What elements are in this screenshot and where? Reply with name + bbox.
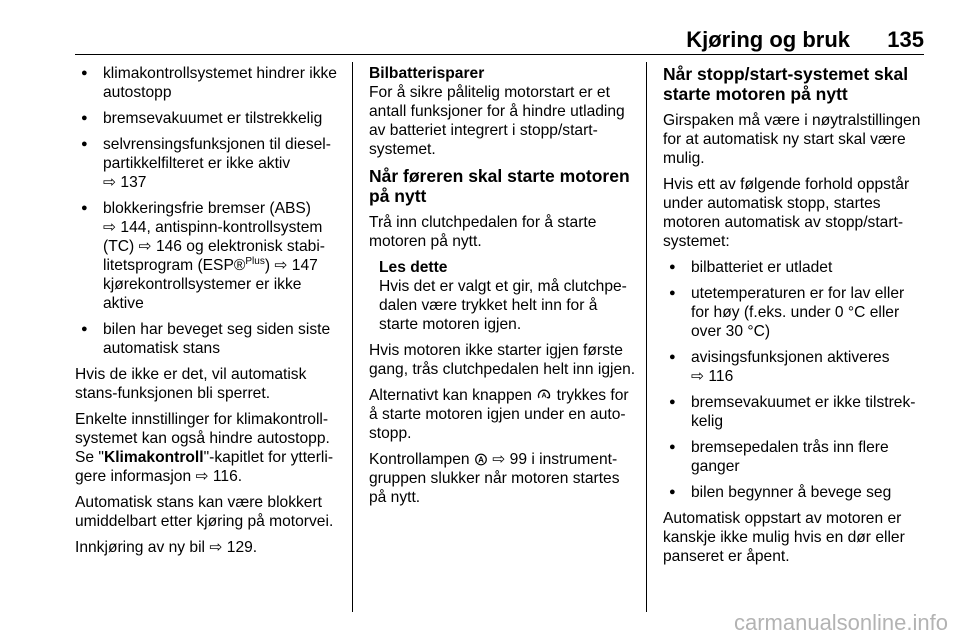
section-heading: Når stopp/start-systemet skal starte motoren på nytt xyxy=(663,64,909,104)
page-ref: 137 xyxy=(120,174,147,191)
list-item: ● bilbatteriet er utladet xyxy=(663,258,925,277)
column-divider xyxy=(352,62,353,612)
page-ref-arrow-icon: ⇨ xyxy=(138,238,152,255)
bullet-list xyxy=(75,64,345,358)
section-title: Kjøring og bruk xyxy=(686,27,850,52)
svg-text:A: A xyxy=(478,455,484,465)
page-ref-arrow-icon: ⇨ xyxy=(274,257,288,274)
column-right xyxy=(663,64,925,573)
paragraph: Hvis de ikke er det, vil automatisk stans-funksjonen bli sperret. xyxy=(75,366,307,402)
page-number: 135 xyxy=(887,27,924,52)
page-ref-arrow-icon: ⇨ xyxy=(103,174,117,191)
paragraph: Alternativt kan knappen A trykkes for å starte motoren igjen under en auto-stopp. xyxy=(369,387,629,442)
auto-stop-button-icon xyxy=(536,388,552,401)
list-item: ● bremsepedalen trås inn flere ganger xyxy=(663,438,925,476)
list-item: ● blokkeringsfrie bremser (ABS) ⇨ 144, antispinn-kontrollsystem (TC) ⇨ 146 og elektronisk stabi-litetsprogram (ESP®$^{Plus}$) ⇨ 147 kjørekontrollsystemer er ikke aktive xyxy=(75,199,345,313)
paragraph: Kontrollampen A ⇨ 99 i instrument-gruppen slukker når motoren startes på nytt. xyxy=(369,451,620,506)
list-item: ● utetemperaturen er for lav eller for høy (f.eks. under 0 °C eller over 30 °C) xyxy=(663,284,925,341)
note-text: Hvis det er valgt et gir, må clutchpe-dalen være trykket helt inn for å starte motoren igjen. xyxy=(379,278,627,333)
paragraph: Girspaken må være i nøytralstillingen for at automatisk ny start skal være mulig. xyxy=(663,112,921,167)
page-ref-arrow-icon: ⇨ xyxy=(492,451,506,468)
bullet-list xyxy=(663,258,925,502)
subheading: Bilbatterisparer xyxy=(369,65,485,82)
list-item: ● bilen begynner å bevege seg xyxy=(663,483,925,502)
list-item: ● bremsevakuumet er tilstrekkelig xyxy=(75,109,345,128)
list-item: ● bremsevakuumet er ikke tilstrek-kelig xyxy=(663,393,925,431)
paragraph: Hvis ett av følgende forhold oppstår under automatisk stopp, startes motoren automatisk av stopp/start-systemet: xyxy=(663,176,910,250)
auto-stop-indicator-icon xyxy=(474,452,488,466)
paragraph: Enkelte innstillinger for klimakontroll-systemet kan også hindre autostopp. Se "Klimakontroll"-kapitlet for ytterli-gere informasjon ⇨ 116. xyxy=(75,411,334,485)
paragraph: Automatisk oppstart av motoren er kanskje ikke mulig hvis en dør eller panseret er åpent. xyxy=(663,510,905,565)
section-heading: Når føreren skal starte motoren på nytt xyxy=(369,166,630,206)
list-item: ● avisingsfunksjonen aktiveres ⇨ 116 xyxy=(663,348,925,386)
svg-text:A: A xyxy=(541,392,547,400)
page-ref-arrow-icon: ⇨ xyxy=(195,468,209,485)
paragraph: Hvis motoren ikke starter igjen første gang, trås clutchpedalen helt inn igjen. xyxy=(369,342,636,378)
list-item: ● klimakontrollsystemet hindrer ikke autostopp xyxy=(75,64,345,102)
paragraph: Automatisk stans kan være blokkert umiddelbart etter kjøring på motorvei. xyxy=(75,494,334,530)
page-header xyxy=(0,0,960,56)
column-left xyxy=(75,64,345,564)
page-ref-arrow-icon: ⇨ xyxy=(209,539,223,556)
watermark: carmanualsonline.info xyxy=(733,610,948,635)
paragraph: Innkjøring av ny bil ⇨ 129. xyxy=(75,539,258,556)
paragraph: Trå inn clutchpedalen for å starte motoren på nytt. xyxy=(369,214,597,250)
header-rule xyxy=(75,54,924,55)
paragraph: For å sikre pålitelig motorstart er et antall funksjoner for å hindre utlading av batteriet integrert i stopp/start-systemet. xyxy=(369,84,625,158)
column-divider xyxy=(646,62,647,612)
column-middle xyxy=(369,64,637,514)
page-ref-arrow-icon: ⇨ xyxy=(103,219,117,236)
note-box xyxy=(379,258,637,334)
note-title: Les dette xyxy=(379,259,448,276)
page-ref-arrow-icon: ⇨ xyxy=(691,368,705,385)
list-item: ● selvrensingsfunksjonen til diesel-partikkelfilteret er ikke aktiv ⇨ 137 xyxy=(75,135,345,192)
list-item: ● bilen har beveget seg siden siste automatisk stans xyxy=(75,320,345,358)
